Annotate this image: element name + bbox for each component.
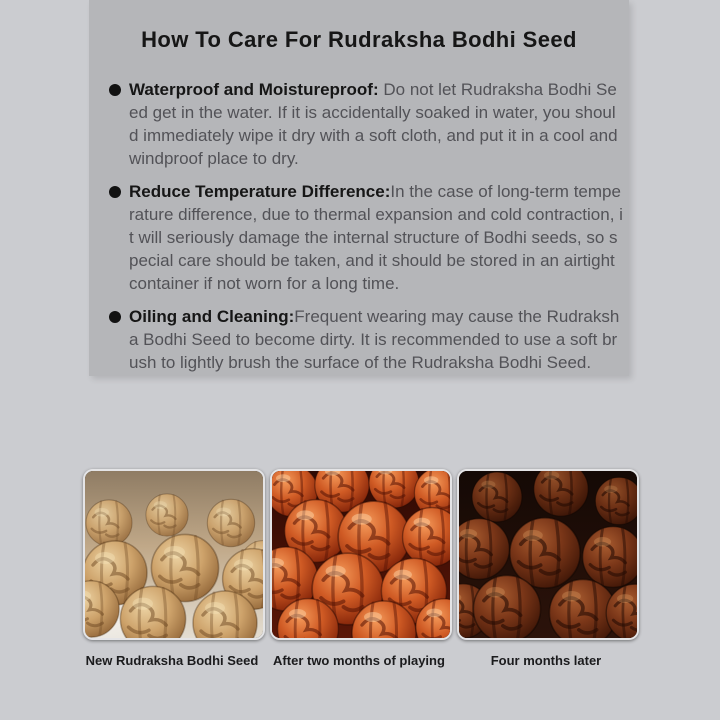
tip-text: [129, 78, 623, 170]
page-title: How To Care For Rudraksha Bodhi Seed: [141, 27, 577, 52]
photo-new-rudraksha-bodhi-seed-icon: [85, 471, 263, 638]
tip-body: Do not let Rudraksha Bodhi Seed get in the water. If it is accidentally soaked in water, you should immediately wipe it dry with a soft cloth, and put it in a cool and windproof place to dry.: [129, 80, 618, 168]
tip-text: [129, 305, 623, 374]
gallery-item-new: [83, 469, 261, 668]
care-panel: [89, 0, 629, 376]
tip-heading: Reduce Temperature Difference:: [129, 182, 391, 201]
care-tips-list: [89, 78, 629, 374]
care-tip-oiling: [109, 305, 623, 374]
care-tip-temperature: [109, 180, 623, 295]
photo-caption: New Rudraksha Bodhi Seed: [85, 653, 259, 668]
gallery-item-four-months: [457, 469, 635, 668]
tip-body: In the case of long-term temperature difference, due to thermal expansion and cold contraction, it will seriously damage the internal structure of Bodhi seeds, so special care should be taken, and it should be stored in an airtight container if not worn for a long time.: [129, 182, 623, 293]
aging-gallery: [83, 469, 639, 668]
tip-heading: Oiling and Cleaning:: [129, 307, 295, 326]
bullet-icon: [109, 84, 121, 96]
tip-heading: Waterproof and Moistureproof:: [129, 80, 379, 99]
bullet-icon: [109, 311, 121, 323]
photo-after-two-months-icon: [272, 471, 450, 638]
photo-caption: After two months of playing: [273, 653, 445, 668]
bullet-icon: [109, 186, 121, 198]
photo-frame: [83, 469, 265, 640]
photo-frame: [270, 469, 452, 640]
gallery-item-two-months: [270, 469, 448, 668]
photo-caption: Four months later: [490, 653, 602, 668]
photo-frame: [457, 469, 639, 640]
tip-text: [129, 180, 623, 295]
photo-four-months-later-icon: [459, 471, 637, 638]
tip-body: Frequent wearing may cause the Rudraksha Bodhi Seed to become dirty. It is recommended to use a soft brush to lightly brush the surface of the Rudraksha Bodhi Seed.: [129, 307, 620, 372]
care-tip-waterproof: [109, 78, 623, 170]
